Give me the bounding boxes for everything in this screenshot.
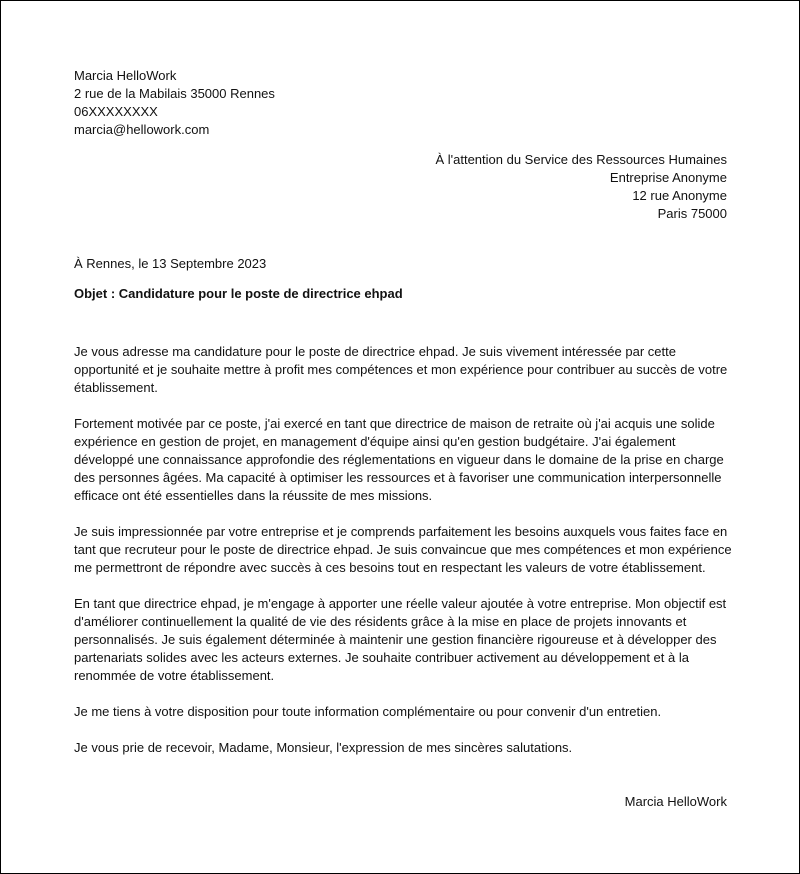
subject-line: Objet : Candidature pour le poste de directrice ehpad xyxy=(74,286,403,301)
body-paragraph: Je vous adresse ma candidature pour le poste de directrice ehpad. Je suis vivement intéressée par cette opportunité et je souhaite mettre à profit mes compétences et mon expérience pour contribuer au succès de votre établissement. xyxy=(74,344,728,395)
recipient-attention: À l'attention du Service des Ressources Humaines xyxy=(435,152,727,167)
body-paragraph: En tant que directrice ehpad, je m'engage à apporter une réelle valeur ajoutée à votre entreprise. Mon objectif est d'améliorer continuellement la qualité de vie des résidents grâce à la mise en place de projets innovants et personnalisés. Je suis également déterminée à maintenir une gestion financière rigoureuse et à développer des partenariats solides avec les acteurs externes. Je souhaite contribuer activement au développement et à la renommée de votre établissement. xyxy=(74,596,727,683)
sender-block xyxy=(74,67,275,139)
recipient-street: 12 rue Anonyme xyxy=(632,188,727,203)
recipient-block xyxy=(435,151,727,223)
body-paragraph: Fortement motivée par ce poste, j'ai exercé en tant que directrice de maison de retraite où j'ai acquis une solide expérience en gestion de projet, en management d'équipe ainsi qu'en gestion budgétaire. J'ai également développé une connaissance approfondie des réglementations en vigueur dans le domaine de la prise en charge des personnes âgées. Ma capacité à optimiser les ressources et à favoriser une communication interpersonnelle efficace ont été essentielles dans la réussite de mes missions. xyxy=(74,416,724,503)
sender-address: 2 rue de la Mabilais 35000 Rennes xyxy=(74,86,275,101)
recipient-city: Paris 75000 xyxy=(657,206,727,221)
letter-body xyxy=(74,343,734,775)
sender-email: marcia@hellowork.com xyxy=(74,122,210,137)
date-line: À Rennes, le 13 Septembre 2023 xyxy=(74,256,267,271)
sender-name: Marcia HelloWork xyxy=(74,68,177,83)
body-paragraph: Je vous prie de recevoir, Madame, Monsieur, l'expression de mes sincères salutations. xyxy=(74,740,573,755)
body-paragraph: Je me tiens à votre disposition pour toute information complémentaire ou pour convenir d'un entretien. xyxy=(74,704,662,719)
body-paragraph: Je suis impressionnée par votre entreprise et je comprends parfaitement les besoins auxquels vous faites face en tant que recruteur pour le poste de directrice ehpad. Je suis convaincue que mes compétences et mon expérience me permettront de répondre avec succès à ces besoins tout en respectant les valeurs de votre établissement. xyxy=(74,524,732,575)
signature: Marcia HelloWork xyxy=(624,794,727,809)
sender-phone: 06XXXXXXXX xyxy=(74,104,158,119)
recipient-company: Entreprise Anonyme xyxy=(609,170,727,185)
